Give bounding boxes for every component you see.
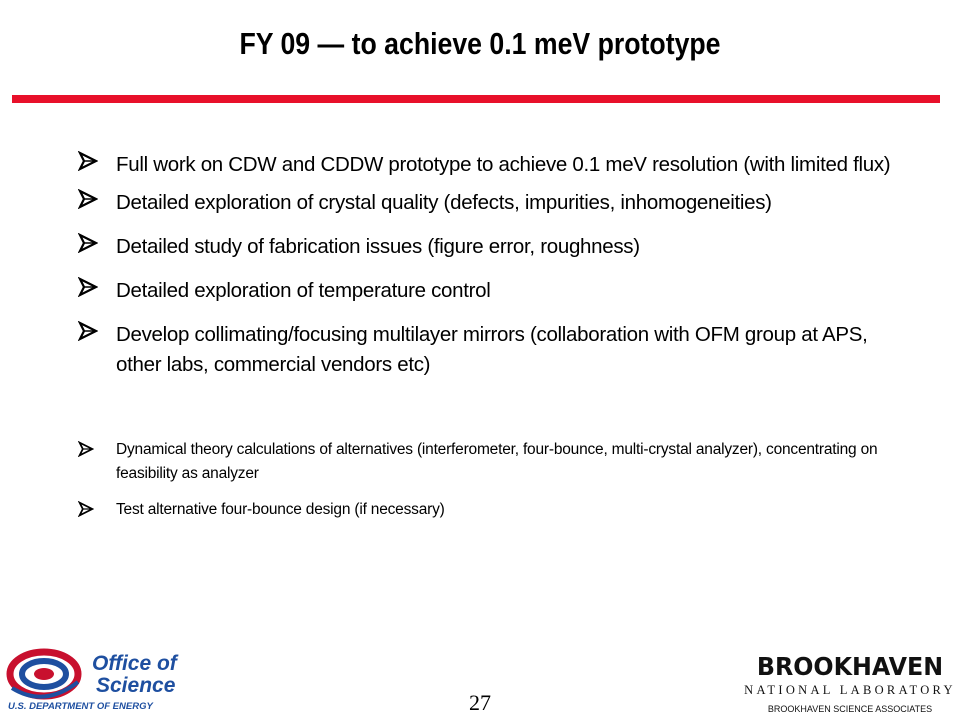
page-number: 27 (469, 690, 491, 715)
bnl-associates: BROOKHAVEN SCIENCE ASSOCIATES (767, 704, 933, 714)
bnl-logo-subtitle: NATIONAL LABORATORY (744, 683, 956, 697)
arrow-bullet-icon (78, 189, 98, 209)
slide-title: FY 09 — to achieve 0.1 meV prototype (239, 26, 721, 61)
bullet-list (76, 150, 896, 522)
arrow-bullet-icon (78, 151, 98, 171)
doe-logo-line3: U.S. DEPARTMENT OF ENERGY (8, 701, 153, 712)
arrow-bullet-icon (78, 441, 94, 457)
bullet-item-small (76, 498, 896, 522)
doe-logo-line2: Science (96, 674, 176, 697)
bullet-text: Develop collimating/focusing multilayer mirrors (collaboration with OFM group at APS, other labs, commercial vendors etc) (116, 323, 868, 376)
bullet-text: Detailed exploration of temperature control (116, 279, 491, 302)
arrow-bullet-icon (78, 277, 98, 297)
bullet-item (76, 276, 896, 306)
bullet-text: Test alternative four-bounce design (if necessary) (116, 501, 445, 518)
doe-logo-line1: Office of (92, 652, 177, 675)
bullet-item (76, 150, 896, 180)
bullet-item (76, 188, 896, 218)
title-divider (12, 95, 940, 103)
brookhaven-logo (744, 652, 956, 720)
bullet-text: Detailed study of fabrication issues (figure error, roughness) (116, 235, 640, 258)
arrow-bullet-icon (78, 501, 94, 517)
bullet-text: Dynamical theory calculations of alternatives (interferometer, four-bounce, multi-crystal analyzer), concentrating on feasibility as analyzer (116, 441, 878, 482)
bnl-logo-name: BROOKHAVEN (756, 652, 944, 681)
arrow-bullet-icon (78, 321, 98, 341)
arrow-bullet-icon (78, 233, 98, 253)
bullet-item (76, 232, 896, 262)
bullet-item-small (76, 438, 896, 486)
bullet-text: Detailed exploration of crystal quality (defects, impurities, inhomogeneities) (116, 191, 772, 214)
bullet-item (76, 320, 896, 380)
bullet-text: Full work on CDW and CDDW prototype to achieve 0.1 meV resolution (with limited flux) (116, 153, 891, 176)
